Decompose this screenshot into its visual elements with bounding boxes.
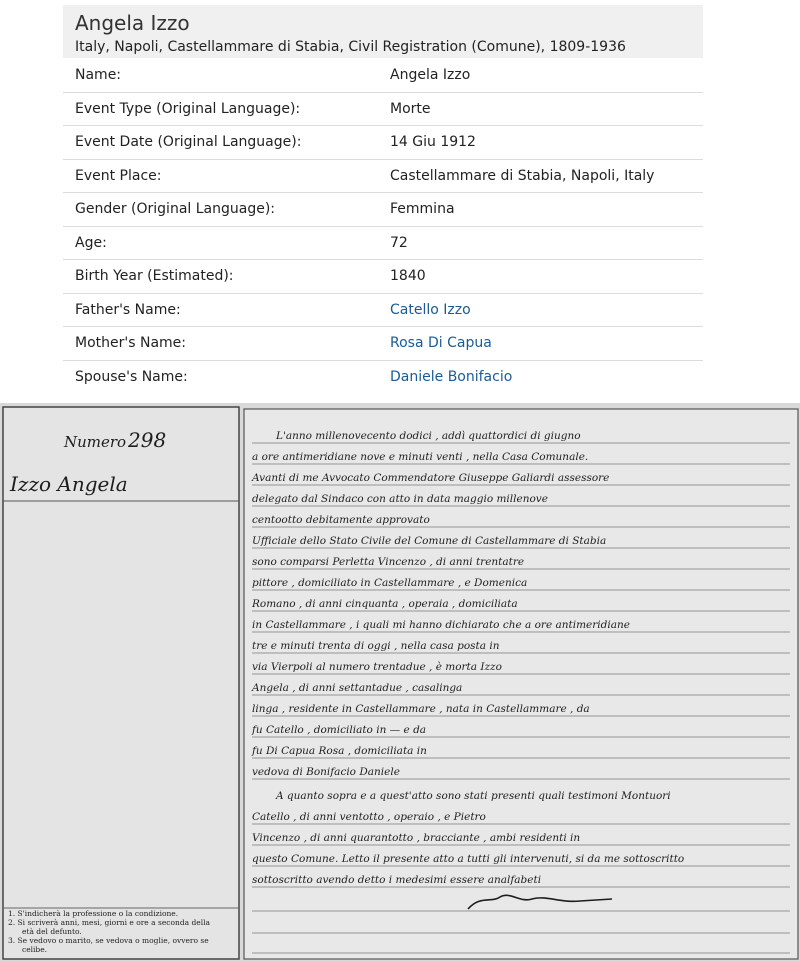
footnote-line: 2. Si scriverà anni, mesi, giorni e ore a seconda della [8, 918, 210, 927]
field-value: 14 Giu 1912 [390, 134, 476, 151]
record-line: Romano , di anni cinquanta , operaia , domiciliata [252, 598, 518, 610]
father-name-link[interactable]: Catello Izzo [390, 301, 471, 318]
record-line: via Vierpoli al numero trentadue , è morta Izzo [252, 661, 502, 673]
field-value: Femmina [390, 201, 455, 218]
record-line: fu Di Capua Rosa , domiciliata in [252, 745, 427, 757]
numero-label: Numero [64, 433, 127, 451]
record-line: tre e minuti trenta di oggi , nella casa posta in [252, 640, 500, 652]
record-line: Catello , di anni ventotto , operaio , e Pietro [252, 811, 486, 823]
record-line: a ore antimeridiane nove e minuti venti , nella Casa Comunale. [252, 451, 589, 463]
record-line: questo Comune. Letto il presente atto a tutti gli intervenuti, si da me sottoscritto [252, 853, 685, 865]
field-label: Mother's Name: [75, 335, 186, 352]
field-row-age [63, 226, 703, 260]
field-label: Father's Name: [75, 301, 181, 318]
record-line: fu Catello , domiciliato in — e da [252, 724, 427, 736]
field-row-father [63, 293, 703, 327]
field-row-birth-year [63, 259, 703, 293]
record-collection: Italy, Napoli, Castellammare di Stabia, Civil Registration (Comune), 1809-1936 [75, 39, 626, 55]
record-line: sottoscritto avendo detto i medesimi essere analfabeti [252, 874, 542, 886]
field-label: Name: [75, 66, 122, 83]
mother-name-link[interactable]: Rosa Di Capua [390, 335, 492, 352]
field-label: Gender (Original Language): [75, 201, 276, 218]
record-line: A quanto sopra e a quest'atto sono stati presenti quali testimoni Montuori [276, 790, 671, 802]
field-label: Event Date (Original Language): [75, 134, 302, 151]
footnote-line: età del defunto. [22, 927, 82, 936]
record-line: delegato dal Sindaco con atto in data maggio millenove [252, 493, 548, 505]
field-value: 72 [390, 234, 408, 251]
field-row-event-place [63, 159, 703, 193]
deceased-name-handwritten: Izzo Angela [10, 472, 128, 496]
field-row-event-date [63, 125, 703, 159]
record-line: Ufficiale dello Stato Civile del Comune di Castellammare di Stabia [252, 535, 607, 547]
record-line: Avanti di me Avvocato Commendatore Giuseppe Galiardi assessore [252, 472, 610, 484]
footnote-line: 1. S'indicherà la professione o la condizione. [8, 909, 179, 918]
record-line: centootto debitamente approvato [252, 514, 430, 526]
footnote-line: 3. Se vedovo o marito, se vedova o moglie, ovvero se [8, 936, 209, 945]
field-label: Birth Year (Estimated): [75, 268, 234, 285]
field-value: Morte [390, 100, 431, 117]
field-row-spouse [63, 360, 703, 394]
field-row-name [63, 58, 703, 92]
record-line: linga , residente in Castellammare , nata in Castellammare , da [252, 703, 590, 715]
record-line: L'anno millenovecento dodici , addì quattordici di giugno [276, 430, 581, 442]
record-card [63, 5, 703, 393]
record-fields [63, 58, 703, 393]
field-value: Angela Izzo [390, 66, 471, 83]
document-image [0, 403, 800, 961]
record-line: in Castellammare , i quali mi hanno dichiarato che a ore antimeridiane [252, 619, 630, 631]
record-line: Angela , di anni settantadue , casalinga [252, 682, 463, 694]
record-line: vedova di Bonifacio Daniele [252, 766, 400, 778]
numero-value: 298 [128, 428, 167, 452]
field-row-mother [63, 326, 703, 360]
footnote-line: celibe. [22, 945, 48, 954]
field-row-gender [63, 192, 703, 226]
record-title: Angela Izzo [75, 11, 190, 35]
field-label: Spouse's Name: [75, 368, 188, 385]
field-label: Event Place: [75, 167, 162, 184]
field-value: Castellammare di Stabia, Napoli, Italy [390, 167, 655, 184]
record-line: sono comparsi Perletta Vincenzo , di anni trentatre [252, 556, 525, 568]
spouse-name-link[interactable]: Daniele Bonifacio [390, 368, 513, 385]
field-row-event-type [63, 92, 703, 126]
record-line: pittore , domiciliato in Castellammare , e Domenica [252, 577, 528, 589]
field-label: Age: [75, 234, 107, 251]
death-record-scan [0, 403, 800, 961]
record-line: Vincenzo , di anni quarantotto , bracciante , ambi residenti in [252, 832, 581, 844]
record-header [63, 5, 703, 58]
field-value: 1840 [390, 268, 426, 285]
field-label: Event Type (Original Language): [75, 100, 301, 117]
